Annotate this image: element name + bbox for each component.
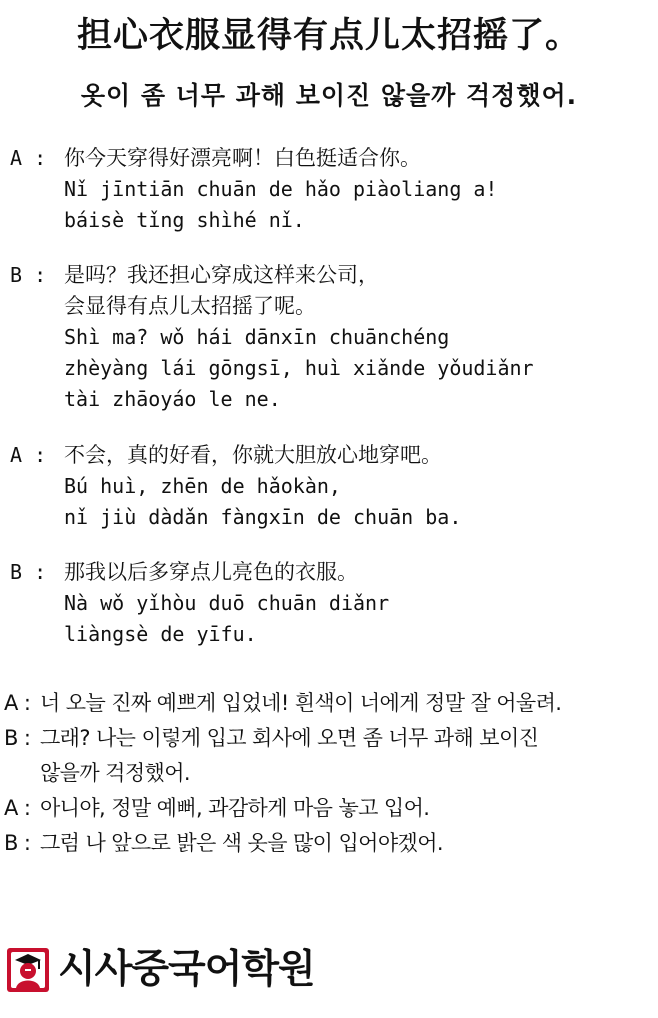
- translation-text: 아니야, 정말 예뻐, 과감하게 마음 놓고 입어.: [40, 796, 430, 820]
- chinese-line: 会显得有点儿太招摇了呢。: [64, 294, 316, 318]
- pinyin-line: báisè tǐng shìhé nǐ.: [64, 208, 305, 232]
- pinyin-line: Bú huì, zhēn de hǎokàn,: [64, 474, 341, 498]
- translation-speaker: B :: [4, 831, 31, 855]
- speaker-label: A :: [10, 146, 47, 170]
- pinyin-line: zhèyàng lái gōngsī, huì xiǎnde yǒudiǎnr: [64, 356, 534, 380]
- translation-row: [4, 721, 654, 756]
- pinyin-line: Shì ma? wǒ hái dānxīn chuānchéng: [64, 325, 450, 349]
- translation-text: 그럼 나 앞으로 밝은 색 옷을 많이 입어야겠어.: [40, 831, 443, 855]
- chinese-line: 你今天穿得好漂亮啊！白色挺适合你。: [64, 146, 421, 170]
- translation-row: [4, 686, 654, 721]
- pinyin-line: Nǐ jīntiān chuān de hǎo piàoliang a!: [64, 177, 498, 201]
- korean-translation: [4, 686, 654, 861]
- academy-logo: [6, 944, 315, 996]
- speaker-label: B :: [10, 560, 47, 584]
- translation-text: 너 오늘 진짜 예쁘게 입었네! 흰색이 너에게 정말 잘 어울려.: [40, 691, 562, 715]
- translation-speaker: A :: [4, 796, 31, 820]
- dialogue-lines: [64, 143, 650, 236]
- academy-name: 시사중국어학원: [58, 947, 315, 992]
- pinyin-line: liàngsè de yīfu.: [64, 622, 257, 646]
- speaker-label: B :: [10, 263, 47, 287]
- translation-speaker: A :: [4, 691, 31, 715]
- dialogue-lines: [64, 440, 650, 533]
- page-title: 担心衣服显得有点儿太招摇了。: [76, 16, 581, 56]
- pinyin-line: tài zhāoyáo le ne.: [64, 387, 281, 411]
- pinyin-line: nǐ jiù dàdǎn fàngxīn de chuān ba.: [64, 505, 462, 529]
- pinyin-line: Nà wǒ yǐhòu duō chuān diǎnr: [64, 591, 390, 615]
- chinese-line: 是吗？我还担心穿成这样来公司，: [64, 263, 379, 287]
- academy-emblem-icon: [6, 947, 50, 993]
- translation-row: [4, 791, 654, 826]
- chinese-line: 那我以后多穿点儿亮色的衣服。: [64, 560, 358, 584]
- speaker-label: A :: [10, 443, 47, 467]
- page-subtitle: 옷이 좀 너무 과해 보이진 않을까 걱정했어.: [80, 81, 578, 110]
- dialogue-lines: [64, 557, 650, 650]
- chinese-line: 不会，真的好看，你就大胆放心地穿吧。: [64, 443, 442, 467]
- translation-speaker: B :: [4, 726, 31, 750]
- dialogue-lines: [64, 260, 650, 415]
- translation-row: [4, 826, 654, 861]
- translation-continuation: 않을까 걱정했어.: [40, 761, 190, 785]
- translation-text: 그래? 나는 이렇게 입고 회사에 오면 좀 너무 과해 보이진: [40, 726, 539, 750]
